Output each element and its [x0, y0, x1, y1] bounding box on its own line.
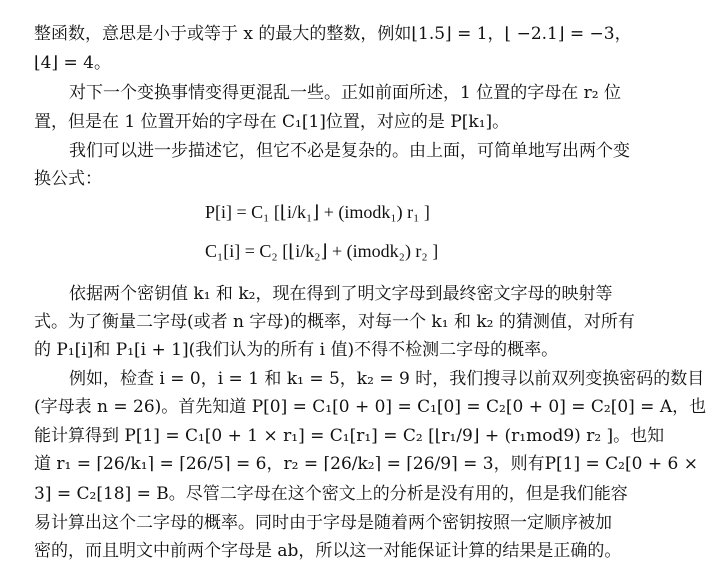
formula-2: C₁[i] = C₂ [⌊i/k₂⌋ + (imodk₂) r₂ ] — [205, 241, 439, 261]
text-line-8: 式。为了衡量二字母(或者 n 字母)的概率，对每一个 k₁ 和 k₂ 的猜测值，对所有 — [34, 312, 635, 332]
text-line-1: 整函数，意思是小于或等于 x 的最大的整数，例如⌊1.5⌋ = 1，⌊ −2.1⌋ = −3， — [34, 24, 632, 44]
text-line-16: 密的，而且明文中前两个字母是 ab，所以这一对能保证计算的结果是正确的。 — [34, 541, 622, 561]
text-line-13: 道 r₁ = ⌈26/k₁⌉ = ⌈26/5⌉ = 6，r₂ = ⌈26/k₂⌉ = ⌈26/9⌉ = 3，则有P[1] = C₂[0 + 6 × — [34, 454, 698, 474]
text-line-9: 的 P₁[i]和 P₁[i + 1](我们认为的所有 i 值)不得不检测二字母的概率。 — [34, 340, 559, 360]
formula-1: P[i] = C₁ [⌊i/k₁⌋ + (imodk₁) r₁ ] — [205, 202, 430, 222]
text-line-2: ⌊4⌋ = 4。 — [34, 53, 111, 73]
text-line-7: 依据两个密钥值 k₁ 和 k₂，现在得到了明文字母到最终密文字母的映射等 — [69, 284, 613, 304]
text-line-5: 我们可以进一步描述它，但它不必是复杂的。由上面，可简单地写出两个变 — [69, 141, 630, 161]
text-line-14: 3] = C₂[18] = B。尽管二字母在这个密文上的分析是没有用的，但是我们能容 — [34, 484, 628, 504]
text-line-10: 例如，检查 i = 0，i = 1 和 k₁ = 5，k₂ = 9 时，我们搜寻以前双列变换密码的数目 — [69, 369, 705, 389]
text-line-15: 易计算出这个二字母的概率。同时由于字母是随着两个密钥按照一定顺序被加 — [34, 513, 612, 533]
text-line-6: 换公式： — [34, 169, 102, 189]
text-line-11: (字母表 n = 26)。首先知道 P[0] = C₁[0 + 0] = C₁[0] = C₂[0 + 0] = C₂[0] = A，也 — [34, 397, 707, 417]
text-line-3: 对下一个变换事情变得更混乱一些。正如前面所述，1 位置的字母在 r₂ 位 — [69, 83, 621, 103]
text-line-4: 置，但是在 1 位置开始的字母在 C₁[1]位置，对应的是 P[k₁]。 — [34, 112, 510, 132]
text-line-12: 能计算得到 P[1] = C₁[0 + 1 × r₁] = C₁[r₁] = C₂ [⌊r₁/9⌋ + (r₁mod9) r₂ ]。也知 — [34, 426, 665, 446]
